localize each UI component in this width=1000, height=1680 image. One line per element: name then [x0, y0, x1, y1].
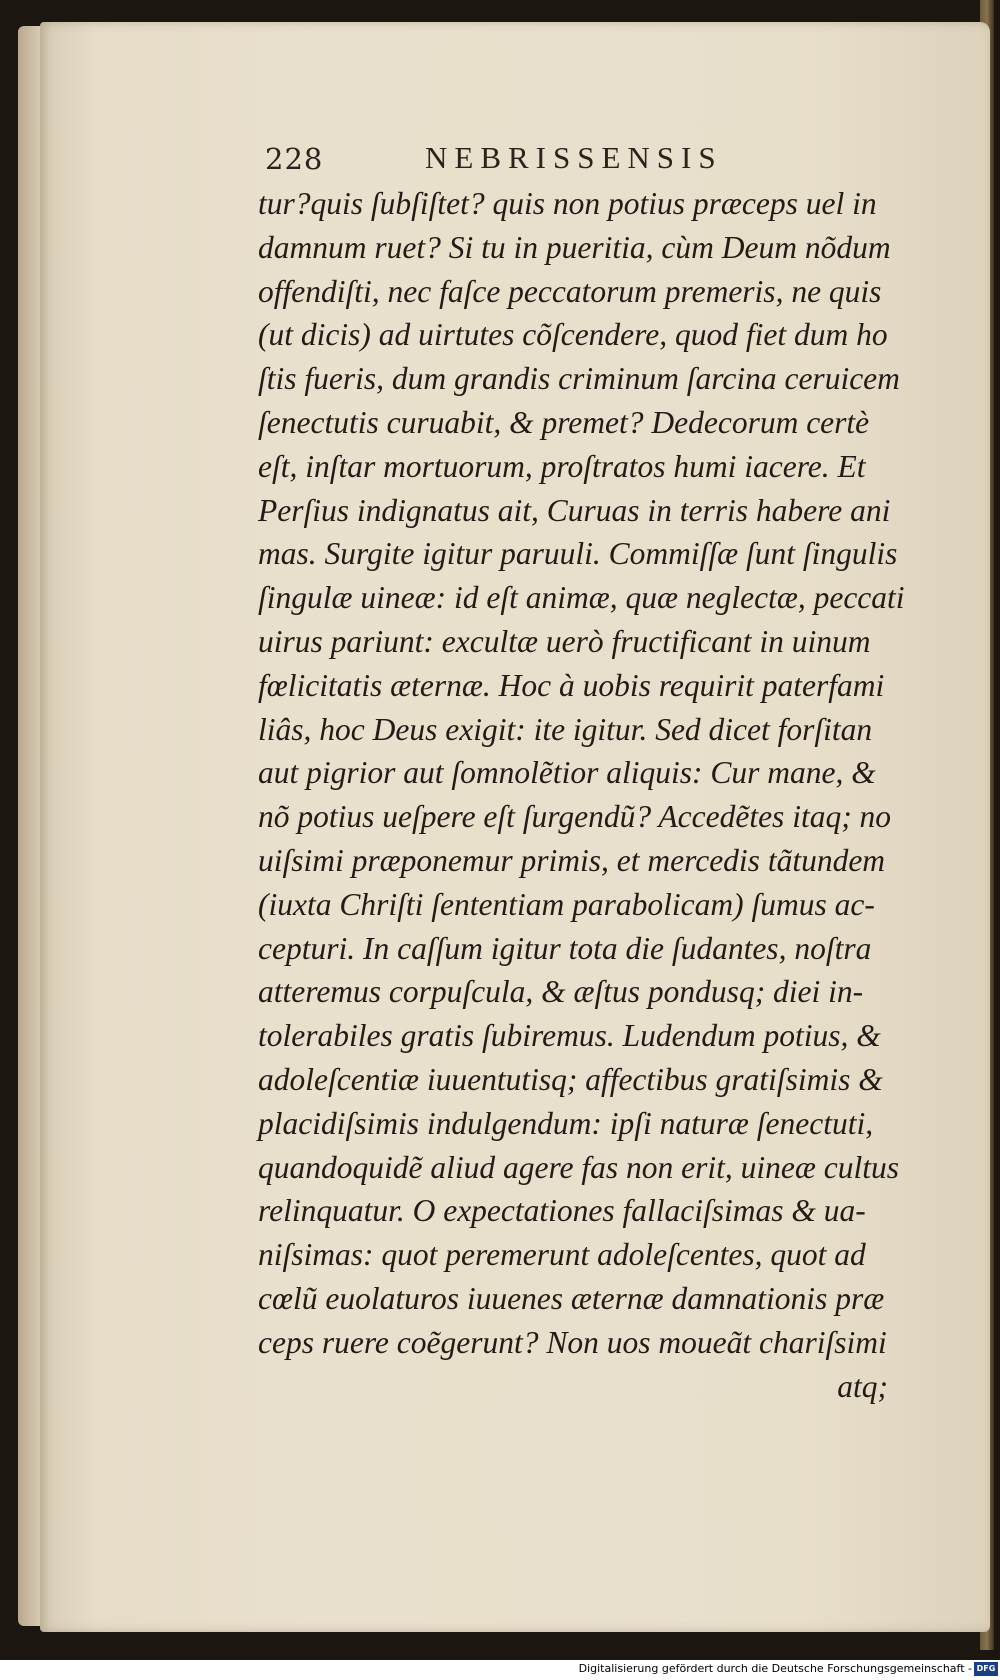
text-line: uirus pariunt: excultæ uerò fructificant in uinum — [258, 623, 871, 659]
text-line: cepturi. In caſſum igitur tota die ſudantes, noſtra — [258, 930, 872, 966]
text-line: niſsimas: quot peremerunt adoleſcentes, quot ad — [258, 1237, 866, 1273]
text-line: tolerabiles gratis ſubiremus. Ludendum potius, & — [258, 1018, 881, 1054]
dfg-logo-icon: DFG — [974, 1662, 998, 1676]
text-line: nõ potius ueſpere eſt ſurgendũ? Accedẽtes itaq; no — [258, 799, 892, 835]
text-block — [258, 182, 918, 1408]
funding-credit: Digitalisierung gefördert durch die Deutsche Forschungsgemeinschaft - — [578, 1662, 972, 1675]
running-head: NEBRISSENSIS — [425, 140, 723, 175]
text-line: placidiſsimis indulgendum: ipſi naturæ ſenectuti, — [258, 1105, 874, 1141]
text-line: Perſius indignatus ait, Curuas in terris habere ani — [258, 492, 891, 528]
catchword: atq; — [837, 1368, 888, 1404]
text-line: (iuxta Chriſti ſententiam parabolicam) ſumus ac- — [258, 886, 875, 922]
text-line: eſt, inſtar mortuorum, proſtratos humi iacere. Et — [258, 448, 866, 484]
text-line: cœlũ euolaturos iuuenes æternæ damnationis præ — [258, 1280, 885, 1316]
text-line: mas. Surgite igitur paruuli. Commiſſæ ſunt ſingulis — [258, 536, 898, 572]
text-line: (ut dicis) ad uirtutes cõſcendere, quod fiet dum ho — [258, 317, 888, 353]
page-number: 228 — [265, 142, 324, 176]
text-line: quandoquidẽ aliud agere fas non erit, uineæ cultus — [258, 1149, 900, 1185]
text-line: atteremus corpuſcula, & æſtus pondusq; diei in- — [258, 974, 864, 1010]
footer-strip — [0, 1660, 1000, 1680]
text-line: damnum ruet? Si tu in pueritia, cùm Deum nõdum — [258, 229, 891, 265]
text-line: ceps ruere coẽgerunt? Non uos moueãt chariſsimi — [258, 1324, 887, 1360]
text-line: liâs, hoc Deus exigit: ite igitur. Sed dicet forſitan — [258, 711, 873, 747]
page-header — [265, 140, 805, 180]
text-line: tur?quis ſubſiſtet? quis non potius præceps uel in — [258, 186, 877, 221]
text-line: uiſsimi præponemur primis, et mercedis tãtundem — [258, 842, 886, 878]
text-line: ſenectutis curuabit, & premet? Dedecorum certè — [258, 404, 870, 440]
text-line: adoleſcentiæ iuuentutisq; affectibus gratiſsimis & — [258, 1061, 883, 1097]
text-line: fœlicitatis æternæ. Hoc à uobis requirit paterfami — [258, 667, 885, 703]
text-line: ſtis fueris, dum grandis criminum ſarcina ceruicem — [258, 361, 900, 397]
text-line: ſingulæ uineæ: id eſt animæ, quæ neglectæ, peccati — [258, 580, 905, 616]
text-line: offendiſti, nec faſce peccatorum premeris, ne quis — [258, 273, 882, 309]
text-line: relinquatur. O expectationes fallaciſsimas & ua- — [258, 1193, 866, 1229]
text-line: aut pigrior aut ſomnolẽtior aliquis: Cur mane, & — [258, 755, 876, 791]
